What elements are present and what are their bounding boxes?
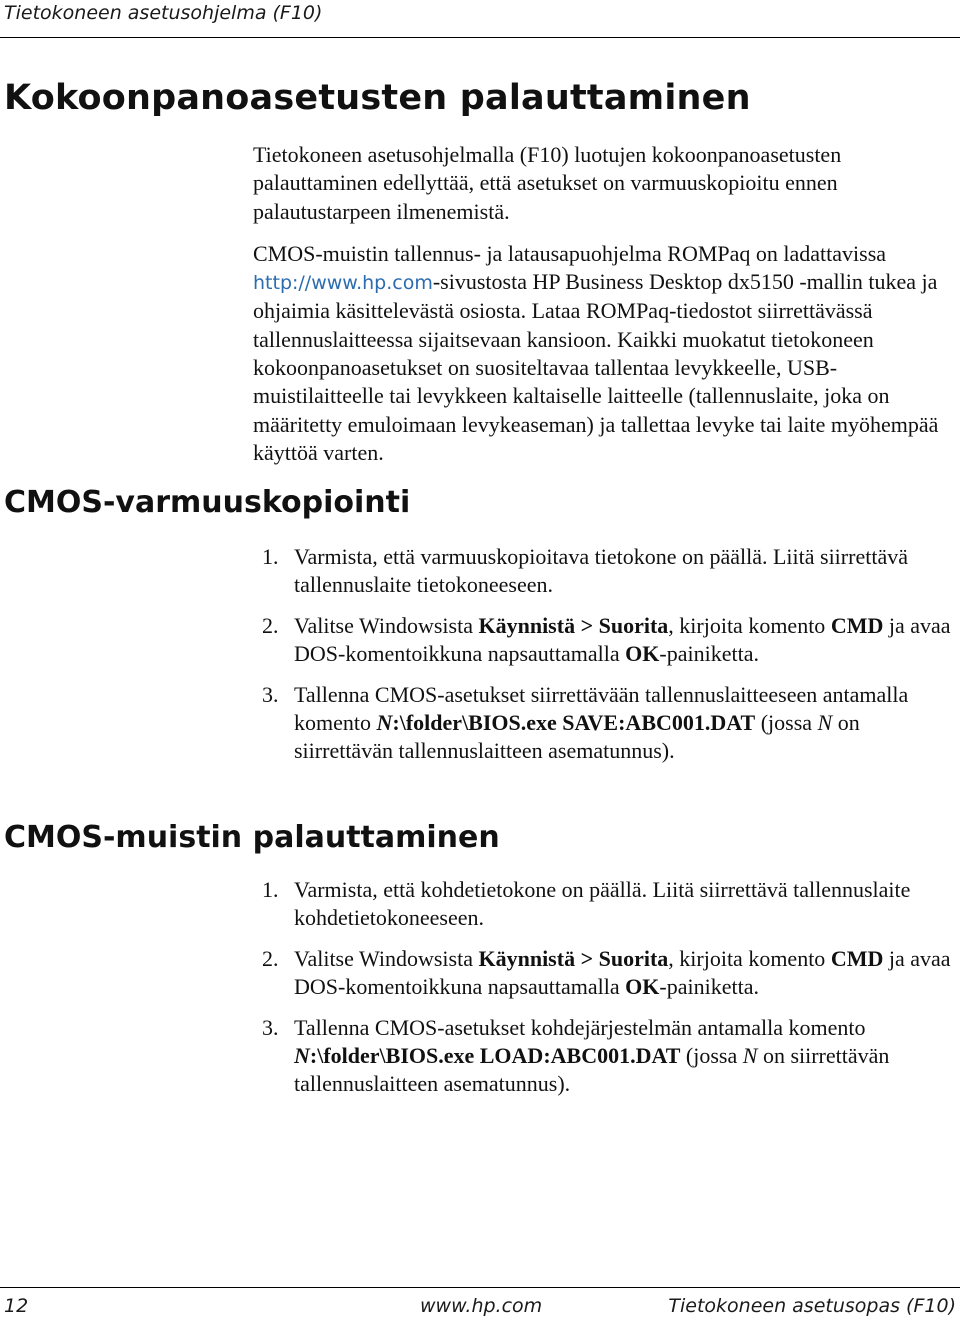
step-text: , kirjoita komento bbox=[668, 946, 831, 971]
drive-letter-variable: N bbox=[376, 710, 393, 735]
step-number: 2. bbox=[262, 613, 279, 638]
paragraph-backup-requirement: Tietokoneen asetusohjelmalla (F10) luotujen kokoonpanoasetusten palauttaminen edellyttää, että asetukset on varmuuskopioitu ennen palautustarpeen ilmenemistä. bbox=[253, 142, 842, 224]
ok-button-label: OK bbox=[625, 641, 660, 666]
menu-path-start-run: Käynnistä > Suorita bbox=[478, 613, 669, 638]
paragraph-rompaq-rest: -sivustosta HP Business Desktop dx5150 -mallin tukea ja ohjaimia käsittelevästä osiosta. Lataa ROMPaq-tiedostot siirrettävässä tallennuslaitteessa sijaitsevaan kansioon. Kaikki muokatut tietokoneen kokoonpanoasetukset on suositeltavaa tallentaa levykkeelle, USB-muistilaitteelle tai levykkeen kaltaiselle laitteelle (tallennuslaite, joka on määritetty emuloimaan levykeaseman) ja tallettaa levyke tai laite myöhempää käyttöä varten. bbox=[253, 269, 939, 465]
step-text: ja avaa DOS-komentoikkuna napsauttamalla bbox=[294, 946, 951, 999]
drive-letter-variable: N bbox=[742, 1043, 758, 1068]
step-text: Valitse Windowsista bbox=[294, 613, 479, 638]
step-text: -painiketta. bbox=[659, 641, 759, 666]
intro-text bbox=[253, 141, 958, 467]
step-text: Tallenna CMOS-asetukset siirrettävään tallennuslaitteeseen antamalla komento bbox=[294, 682, 909, 735]
backup-step-2 bbox=[262, 612, 960, 668]
footer-doc-title: Tietokoneen asetusopas (F10) bbox=[668, 1295, 956, 1317]
paragraph-rompaq bbox=[253, 240, 958, 467]
load-command: :\folder\BIOS.exe LOAD:ABC001.DAT bbox=[309, 1043, 681, 1068]
menu-path-start-run: Käynnistä > Suorita bbox=[478, 946, 669, 971]
step-text: Valitse Windowsista bbox=[294, 946, 479, 971]
step-text: Varmista, että kohdetietokone on päällä. Liitä siirrettävä tallennuslaite kohdetietokoneeseen. bbox=[294, 877, 911, 930]
save-command: :\folder\BIOS.exe SAVE:ABC001.DAT bbox=[392, 710, 756, 735]
step-text: Tallenna CMOS-asetukset kohdejärjestelmän antamalla komento bbox=[294, 1015, 866, 1040]
ok-button-label: OK bbox=[625, 974, 660, 999]
step-text: ja avaa DOS-komentoikkuna napsauttamalla bbox=[294, 613, 951, 666]
step-text: -painiketta. bbox=[659, 974, 759, 999]
page-number: 12 bbox=[4, 1295, 29, 1317]
step-number: 3. bbox=[262, 1015, 279, 1040]
backup-step-3 bbox=[262, 681, 960, 765]
backup-step-1 bbox=[262, 543, 960, 599]
step-text: on siirrettävän tallennuslaitteen asematunnus). bbox=[294, 1043, 890, 1096]
backup-steps-list bbox=[262, 543, 960, 778]
step-text: (jossa bbox=[755, 710, 818, 735]
step-number: 1. bbox=[262, 544, 279, 569]
command-cmd: CMD bbox=[830, 613, 884, 638]
hp-website-link[interactable]: http://www.hp.com bbox=[253, 272, 433, 295]
paragraph-rompaq-start: CMOS-muistin tallennus- ja latausapuohjelma ROMPaq on ladattavissa bbox=[253, 240, 887, 266]
restore-step-1 bbox=[262, 876, 960, 932]
step-number: 2. bbox=[262, 946, 279, 971]
step-text: on siirrettävän tallennuslaitteen asematunnus). bbox=[294, 710, 860, 763]
step-number: 1. bbox=[262, 877, 279, 902]
section-title-cmos-restore: CMOS-muistin palauttaminen bbox=[4, 820, 500, 855]
drive-letter-variable: N bbox=[294, 1043, 310, 1068]
running-header: Tietokoneen asetusohjelma (F10) bbox=[4, 2, 323, 24]
step-text: Varmista, että varmuuskopioitava tietokone on päällä. Liitä siirrettävä tallennuslaite tietokoneeseen. bbox=[294, 544, 908, 597]
restore-steps-list bbox=[262, 876, 960, 1111]
step-text: , kirjoita komento bbox=[668, 613, 831, 638]
restore-step-2 bbox=[262, 945, 960, 1001]
section-title-cmos-backup: CMOS-varmuuskopiointi bbox=[4, 485, 411, 520]
command-cmd: CMD bbox=[830, 946, 884, 971]
footer-url: www.hp.com bbox=[420, 1295, 543, 1317]
restore-step-3 bbox=[262, 1014, 960, 1098]
header-divider bbox=[0, 37, 960, 38]
footer-divider bbox=[0, 1287, 960, 1288]
drive-letter-variable: N bbox=[817, 710, 833, 735]
step-number: 3. bbox=[262, 682, 279, 707]
section-title-restore-settings: Kokoonpanoasetusten palauttaminen bbox=[4, 78, 751, 118]
step-text: (jossa bbox=[680, 1043, 743, 1068]
